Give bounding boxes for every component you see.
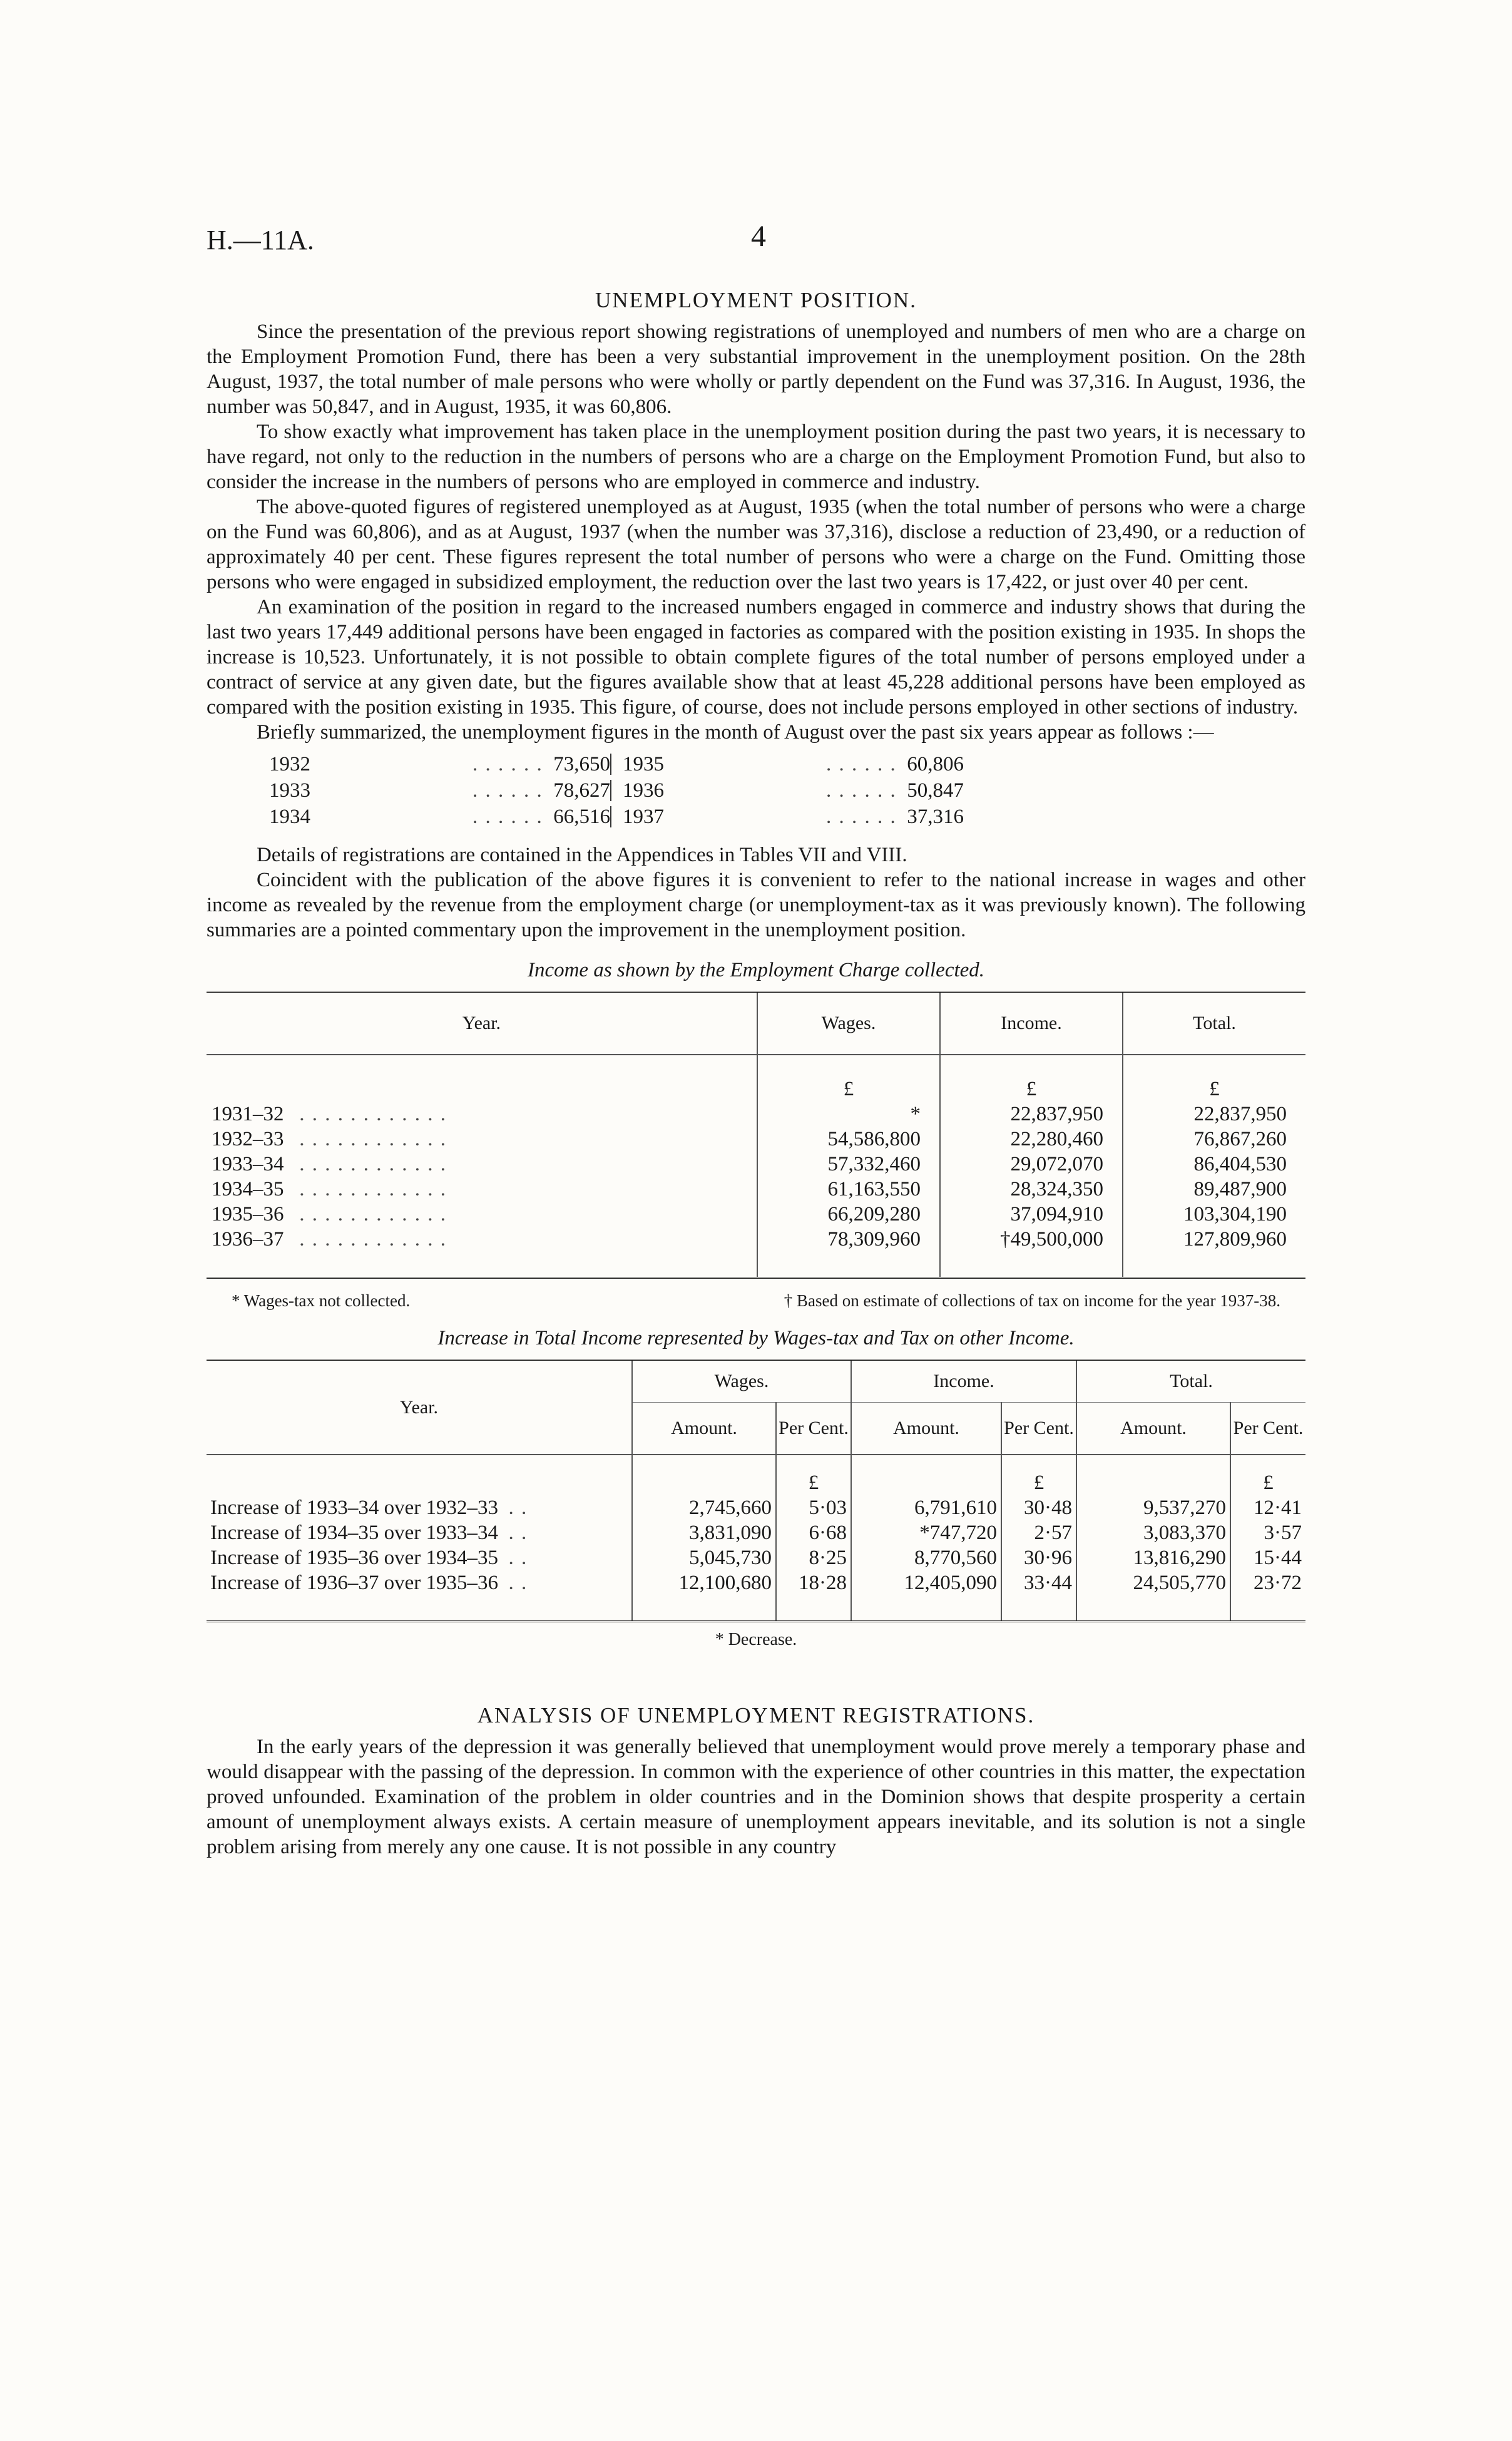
currency-row xyxy=(207,1055,1305,1102)
paragraph: Details of registrations are contained in the Appendices in Tables VII and VIII. xyxy=(257,844,907,866)
leader-dots: . . . . . . . . . . . . xyxy=(299,1228,447,1251)
column-divider xyxy=(610,806,623,827)
column-header-per-cent: Per Cent. xyxy=(1001,1403,1076,1455)
year-cell: 1933–34 xyxy=(212,1153,284,1175)
summary-year: 1933 xyxy=(269,779,310,802)
section-title-unemployment-position: UNEMPLOYMENT POSITION. xyxy=(595,288,917,312)
income-amount-cell: 12,405,090 xyxy=(851,1570,1001,1622)
year-cell: 1936–37 xyxy=(212,1228,284,1251)
leader-dots: . . . . . . xyxy=(472,753,543,775)
footnote-star: * Wages-tax not collected. xyxy=(232,1291,411,1310)
wages-cell: 78,309,960 xyxy=(757,1227,940,1278)
income-percent-cell: 30·96 xyxy=(1001,1545,1076,1570)
currency-symbol: £ xyxy=(776,1455,851,1495)
leader-dots: . . . . . . . . . . . . xyxy=(299,1178,447,1200)
increase-table-caption: Increase in Total Income represented by Wages-tax and Tax on other Income. xyxy=(437,1327,1075,1349)
paragraph: An examination of the position in regard to the increased numbers engaged in commerce and industry shows that during the last two years 17,449 additional persons have been engaged in factories as compared with the position existing in 1935. In shops the increase is 10,523. Unfortunately, it is not possible to obtain complete figures of the total number of persons employed under a contract of service at any given date, but the figures available show that at least 45,228 additional persons have been employed as compared with the position existing in 1935. This figure, of course, does not include persons employed in other sections of industry. xyxy=(207,596,1305,719)
period-label: Increase of 1936–37 over 1935–36 xyxy=(210,1572,499,1594)
decrease-footnote: * Decrease. xyxy=(715,1630,797,1649)
increase-table xyxy=(207,1359,1305,1622)
leader-dots: . . . . . . xyxy=(472,779,543,802)
column-header-per-cent: Per Cent. xyxy=(776,1403,851,1455)
income-percent-cell: 30·48 xyxy=(1001,1495,1076,1520)
column-header-total: Total. xyxy=(1123,992,1305,1055)
paragraph: To show exactly what improvement has taken place in the unemployment position during the past two years, it is necessary to have regard, not only to the reduction in the numbers of persons who are a charge on the Employment Promotion Fund, but also to consider the increase in the numbers of persons who are employed in commerce and industry. xyxy=(207,421,1305,493)
wages-percent-cell: 6·68 xyxy=(776,1520,851,1545)
income-cell: †49,500,000 xyxy=(940,1227,1123,1278)
income-cell: 22,280,460 xyxy=(940,1127,1123,1152)
period-label: Increase of 1933–34 over 1932–33 xyxy=(210,1497,499,1519)
wages-amount-cell: 2,745,660 xyxy=(632,1495,776,1520)
summary-value: 78,627 xyxy=(553,779,610,802)
income-cell: 29,072,070 xyxy=(940,1152,1123,1177)
currency-symbol: £ xyxy=(1123,1055,1305,1102)
income-cell: 37,094,910 xyxy=(940,1202,1123,1227)
section-title-analysis: ANALYSIS OF UNEMPLOYMENT REGISTRATIONS. xyxy=(477,1703,1035,1727)
table-row xyxy=(207,1570,1305,1622)
income-amount-cell: 8,770,560 xyxy=(851,1545,1001,1570)
leader-dots: . . . . . . . . . . . . xyxy=(299,1203,447,1226)
income-cell: 28,324,350 xyxy=(940,1177,1123,1202)
currency-symbol: £ xyxy=(1230,1455,1305,1495)
paragraph: The above-quoted figures of registered unemployed as at August, 1935 (when the total number of persons who were a charge on the Fund was 60,806), and as at August, 1937 (when the number was 37,316), disclose a reduction of 23,490, or a reduction of approximately 40 per cent. These figures represent the total number of persons who were a charge on the Fund. Omitting those persons who were engaged in subsidized employment, the reduction over the last two years is 17,422, or just over 40 per cent. xyxy=(207,496,1305,593)
year-cell: 1932–33 xyxy=(212,1128,284,1150)
paragraph: Since the presentation of the previous report showing registrations of unemployed and numbers of men who are a charge on the Employment Promotion Fund, there has been a very substantial improvement in the unemployment position. On the 28th August, 1937, the total number of male persons who were wholly or partly dependent on the Fund was 37,316. In August, 1936, the number was 50,847, and in August, 1935, it was 60,806. xyxy=(207,320,1305,418)
leader-dots: . . xyxy=(508,1522,528,1544)
total-cell: 76,867,260 xyxy=(1123,1127,1305,1152)
total-amount-cell: 24,505,770 xyxy=(1076,1570,1230,1622)
wages-cell: 61,163,550 xyxy=(757,1177,940,1202)
year-cell: 1935–36 xyxy=(212,1203,284,1226)
summary-value: 73,650 xyxy=(553,753,610,775)
summary-year: 1935 xyxy=(623,753,664,775)
leader-dots: . . . . . . . . . . . . xyxy=(299,1103,447,1125)
leader-dots: . . xyxy=(508,1572,528,1594)
wages-amount-cell: 12,100,680 xyxy=(632,1570,776,1622)
paragraph: Coincident with the publication of the above figures it is convenient to refer to the national increase in wages and other income as revealed by the revenue from the employment charge (or unemployment-tax as it was previously known). The following summaries are a pointed commentary upon the improvement in the unemployment position. xyxy=(207,869,1305,941)
leader-dots: . . . . . . . . . . . . xyxy=(299,1153,447,1175)
wages-cell: 54,586,800 xyxy=(757,1127,940,1152)
paragraph: In the early years of the depression it was generally believed that unemployment would prove merely a temporary phase and would disappear with the passing of the depression. In common with the experience of other countries in this matter, the expectation proved unfounded. Examination of the problem in older countries and in the Dominion shows that despite prosperity a certain amount of unemployment always exists. A certain measure of unemployment appears inevitable, and its solution is not a single problem arising from merely any one cause. It is not possible in any country xyxy=(207,1736,1305,1858)
column-header-amount: Amount. xyxy=(1076,1403,1230,1455)
wages-cell: * xyxy=(757,1102,940,1127)
summary-value: 60,806 xyxy=(907,753,964,775)
summary-year: 1932 xyxy=(269,753,310,775)
table-row xyxy=(207,1127,1305,1152)
column-header-wages: Wages. xyxy=(757,992,940,1055)
year-cell: 1931–32 xyxy=(212,1103,284,1125)
document-reference: H.—11A. xyxy=(207,225,314,255)
column-header-income: Income. xyxy=(940,992,1123,1055)
footnote-dagger: † Based on estimate of collections of tax on income for the year 1937-38. xyxy=(784,1291,1280,1310)
summary-year: 1936 xyxy=(623,779,664,802)
total-cell: 127,809,960 xyxy=(1123,1227,1305,1278)
income-percent-cell: 2·57 xyxy=(1001,1520,1076,1545)
leader-dots: . . xyxy=(508,1547,528,1569)
leader-dots: . . . . . . . . . . . . xyxy=(299,1128,447,1150)
total-cell: 103,304,190 xyxy=(1123,1202,1305,1227)
wages-cell: 66,209,280 xyxy=(757,1202,940,1227)
wages-cell: 57,332,460 xyxy=(757,1152,940,1177)
currency-symbol: £ xyxy=(757,1055,940,1102)
wages-amount-cell: 5,045,730 xyxy=(632,1545,776,1570)
column-header-amount: Amount. xyxy=(632,1403,776,1455)
leader-dots: . . . . . . xyxy=(826,806,897,828)
total-amount-cell: 9,537,270 xyxy=(1076,1495,1230,1520)
wages-percent-cell: 5·03 xyxy=(776,1495,851,1520)
wages-percent-cell: 18·28 xyxy=(776,1570,851,1622)
summary-value: 37,316 xyxy=(907,806,964,828)
summary-year: 1934 xyxy=(269,806,310,828)
total-percent-cell: 3·57 xyxy=(1230,1520,1305,1545)
document-page xyxy=(207,219,1305,1860)
table-row xyxy=(207,1520,1305,1545)
column-group-total: Total. xyxy=(1076,1360,1305,1403)
total-cell: 89,487,900 xyxy=(1123,1177,1305,1202)
table-row xyxy=(207,1177,1305,1202)
summary-value: 50,847 xyxy=(907,779,964,802)
table-row xyxy=(207,1227,1305,1278)
income-table xyxy=(207,991,1305,1279)
total-percent-cell: 12·41 xyxy=(1230,1495,1305,1520)
currency-symbol: £ xyxy=(1001,1455,1076,1495)
income-percent-cell: 33·44 xyxy=(1001,1570,1076,1622)
year-cell: 1934–35 xyxy=(212,1178,284,1200)
income-table-caption: Income as shown by the Employment Charge collected. xyxy=(527,959,985,981)
table-row xyxy=(207,1495,1305,1520)
total-cell: 22,837,950 xyxy=(1123,1102,1305,1127)
income-cell: 22,837,950 xyxy=(940,1102,1123,1127)
column-divider xyxy=(610,780,623,801)
column-group-income: Income. xyxy=(851,1360,1076,1403)
column-divider xyxy=(610,754,623,775)
currency-row xyxy=(207,1455,1305,1495)
leader-dots: . . . . . . xyxy=(826,753,897,775)
leader-dots: . . . . . . xyxy=(826,779,897,802)
total-cell: 86,404,530 xyxy=(1123,1152,1305,1177)
table-row xyxy=(207,1152,1305,1177)
total-percent-cell: 23·72 xyxy=(1230,1570,1305,1622)
column-header-year: Year. xyxy=(207,1360,632,1455)
period-label: Increase of 1935–36 over 1934–35 xyxy=(210,1547,499,1569)
table-row xyxy=(207,1202,1305,1227)
currency-symbol: £ xyxy=(940,1055,1123,1102)
leader-dots: . . . . . . xyxy=(472,806,543,828)
summary-value: 66,516 xyxy=(553,806,610,828)
column-group-wages: Wages. xyxy=(632,1360,851,1403)
income-amount-cell: 6,791,610 xyxy=(851,1495,1001,1520)
period-label: Increase of 1934–35 over 1933–34 xyxy=(210,1522,499,1544)
wages-amount-cell: 3,831,090 xyxy=(632,1520,776,1545)
table-row xyxy=(207,1545,1305,1570)
table-row xyxy=(207,1102,1305,1127)
income-amount-cell: *747,720 xyxy=(851,1520,1001,1545)
paragraph: Briefly summarized, the unemployment figures in the month of August over the past six years appear as follows :— xyxy=(257,721,1214,744)
wages-percent-cell: 8·25 xyxy=(776,1545,851,1570)
page-header xyxy=(207,219,1305,263)
column-header-per-cent: Per Cent. xyxy=(1230,1403,1305,1455)
total-percent-cell: 15·44 xyxy=(1230,1545,1305,1570)
column-header-amount: Amount. xyxy=(851,1403,1001,1455)
page-number: 4 xyxy=(751,220,766,253)
summary-year: 1937 xyxy=(623,806,664,828)
income-table-footnotes xyxy=(232,1291,1280,1311)
total-amount-cell: 3,083,370 xyxy=(1076,1520,1230,1545)
column-header-year: Year. xyxy=(207,992,757,1055)
six-year-summary xyxy=(269,751,1305,830)
leader-dots: . . xyxy=(508,1497,528,1519)
total-amount-cell: 13,816,290 xyxy=(1076,1545,1230,1570)
